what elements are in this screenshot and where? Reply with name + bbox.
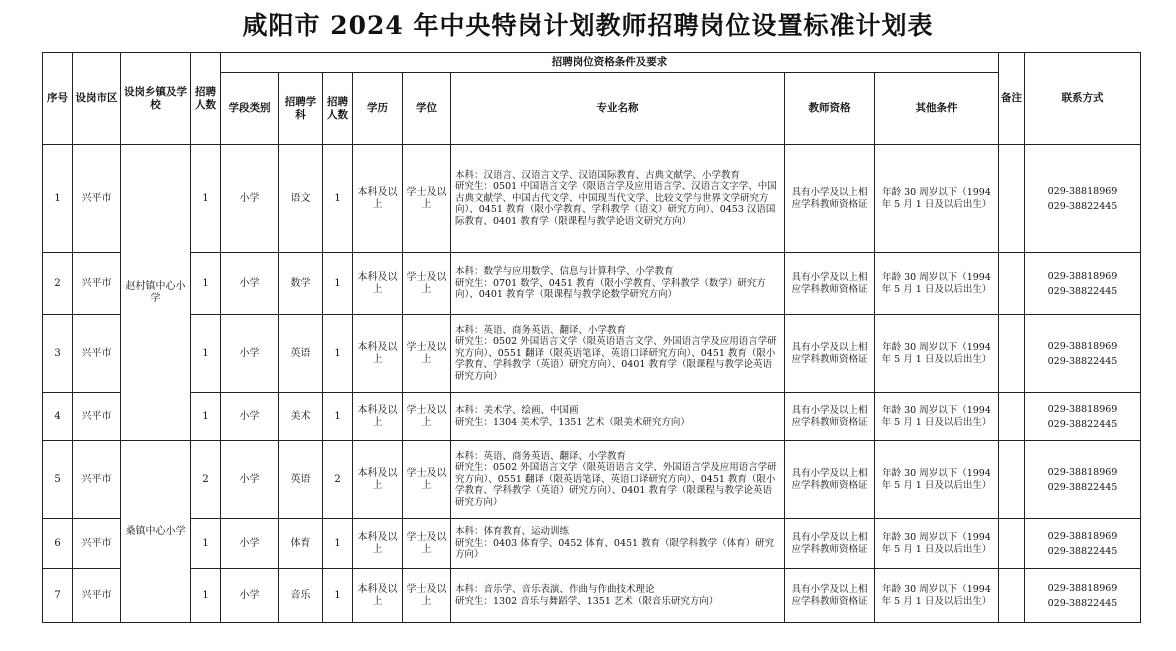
cell-subject: 语文 [279,145,323,253]
cell-degree: 学士及以上 [403,393,451,441]
table-row [43,145,1141,253]
page-title: 咸阳市 2024 年中央特岗计划教师招聘岗位设置标准计划表 [242,11,934,40]
cell-contact [1025,519,1141,569]
header-recruit-total: 招聘人数 [191,53,221,145]
cell-degree: 学士及以上 [403,441,451,519]
major-undergrad: 本科：英语、商务英语、翻译、小学教育 [455,450,627,462]
cell-district: 兴平市 [73,569,121,623]
table-row [43,519,1141,569]
header-other: 其他条件 [875,73,999,145]
phone-1: 029-38818969 [1047,340,1118,352]
cell-degree: 学士及以上 [403,569,451,623]
cell-cert: 具有小学及以上相应学科教师资格证 [785,441,875,519]
phone-1: 029-38818969 [1047,582,1118,594]
header-degree: 学位 [403,73,451,145]
cell-contact [1025,315,1141,393]
header-count: 招聘人数 [323,73,353,145]
cell-education: 本科及以上 [353,393,403,441]
cell-district: 兴平市 [73,519,121,569]
header-contact: 联系方式 [1025,53,1141,145]
cell-subject: 英语 [279,315,323,393]
cell-major [451,441,785,519]
cell-count: 1 [323,145,353,253]
major-undergrad: 本科：美术学、绘画、中国画 [455,405,579,416]
cell-other: 年龄 30 周岁以下（1994 年 5 月 1 日及以后出生） [875,253,999,315]
cell-education: 本科及以上 [353,519,403,569]
cell-other: 年龄 30 周岁以下（1994 年 5 月 1 日及以后出生） [875,315,999,393]
cell-school: 桑镇中心小学 [121,441,191,623]
cell-cert: 具有小学及以上相应学科教师资格证 [785,519,875,569]
cell-count: 1 [323,393,353,441]
header-education: 学历 [353,73,403,145]
cell-subject: 音乐 [279,569,323,623]
cell-total: 1 [191,253,221,315]
major-graduate: 研究生：1302 音乐与舞蹈学、1351 艺术（限音乐研究方向） [455,595,719,607]
cell-contact [1025,441,1141,519]
cell-contact [1025,253,1141,315]
cell-remark [999,441,1025,519]
header-cert: 教师资格 [785,73,875,145]
header-district: 设岗市区 [73,53,121,145]
table-row [43,253,1141,315]
cell-seq: 1 [43,145,73,253]
cell-count: 2 [323,441,353,519]
cell-degree: 学士及以上 [403,315,451,393]
cell-other: 年龄 30 周岁以下（1994 年 5 月 1 日及以后出生） [875,145,999,253]
table-row [43,441,1141,519]
cell-degree: 学士及以上 [403,519,451,569]
cell-total: 1 [191,569,221,623]
cell-other: 年龄 30 周岁以下（1994 年 5 月 1 日及以后出生） [875,393,999,441]
cell-total: 1 [191,315,221,393]
cell-subject: 数学 [279,253,323,315]
recruitment-table [42,52,1141,623]
phone-2: 029-38822445 [1047,418,1118,430]
cell-district: 兴平市 [73,393,121,441]
cell-seq: 7 [43,569,73,623]
cell-cert: 具有小学及以上相应学科教师资格证 [785,145,875,253]
cell-seq: 4 [43,393,73,441]
cell-count: 1 [323,315,353,393]
cell-remark [999,145,1025,253]
cell-stage: 小学 [221,441,279,519]
cell-major [451,145,785,253]
cell-seq: 3 [43,315,73,393]
cell-education: 本科及以上 [353,441,403,519]
cell-district: 兴平市 [73,145,121,253]
cell-major [451,393,785,441]
cell-other: 年龄 30 周岁以下（1994 年 5 月 1 日及以后出生） [875,569,999,623]
table-row [43,569,1141,623]
phone-1: 029-38818969 [1047,466,1118,478]
cell-stage: 小学 [221,569,279,623]
cell-total: 2 [191,441,221,519]
cell-subject: 英语 [279,441,323,519]
cell-major [451,253,785,315]
major-undergrad: 本科：体育教育、运动训练 [455,526,570,538]
cell-degree: 学士及以上 [403,145,451,253]
phone-1: 029-38818969 [1047,530,1118,542]
major-graduate: 研究生：0501 中国语言文学（限语言学及应用语言学、汉语言文字学、中国古典文献学、中国古代文学、中国现当代文学、比较文学与世界文学研究方向）、0451 教育（限小学教育、学科教学（语文）研究方向）、0453 汉语国际教育、0401 教育学（限课程与教学论语文研究方向） [455,181,777,227]
cell-other: 年龄 30 周岁以下（1994 年 5 月 1 日及以后出生） [875,519,999,569]
cell-stage: 小学 [221,315,279,393]
cell-count: 1 [323,519,353,569]
cell-major [451,315,785,393]
cell-subject: 体育 [279,519,323,569]
cell-stage: 小学 [221,253,279,315]
phone-1: 029-38818969 [1047,403,1118,415]
cell-total: 1 [191,145,221,253]
cell-count: 1 [323,569,353,623]
cell-remark [999,253,1025,315]
phone-1: 029-38818969 [1047,270,1118,282]
cell-district: 兴平市 [73,441,121,519]
phone-2: 029-38822445 [1047,200,1118,212]
cell-stage: 小学 [221,519,279,569]
major-graduate: 研究生：0403 体育学、0452 体育、0451 教育（限学科教学（体育）研究方向） [455,537,775,561]
header-stage: 学段类别 [221,73,279,145]
header-remark: 备注 [999,53,1025,145]
cell-contact [1025,145,1141,253]
table-row [43,393,1141,441]
phone-2: 029-38822445 [1047,597,1118,609]
cell-contact [1025,393,1141,441]
cell-major [451,519,785,569]
major-graduate: 研究生：0502 外国语言文学（限英语语言文学、外国语言学及应用语言学研究方向）、0551 翻译（限英语笔译、英语口译研究方向）、0451 教育（限小学教育、学科教学（英语）研究方向）、0401 教育学（限课程与教学论英语研究方向） [455,336,777,382]
cell-school: 赵村镇中心小学 [121,145,191,441]
cell-district: 兴平市 [73,253,121,315]
cell-count: 1 [323,253,353,315]
cell-other: 年龄 30 周岁以下（1994 年 5 月 1 日及以后出生） [875,441,999,519]
major-undergrad: 本科：英语、商务英语、翻译、小学教育 [455,324,627,336]
cell-remark [999,315,1025,393]
phone-2: 029-38822445 [1047,355,1118,367]
cell-remark [999,519,1025,569]
cell-seq: 6 [43,519,73,569]
major-undergrad: 本科：数学与应用数学、信息与计算科学、小学教育 [455,266,674,278]
major-graduate: 研究生：0502 外国语言文学（限英语语言文学、外国语言学及应用语言学研究方向）、0551 翻译（限英语笔译、英语口译研究方向）、0451 教育（限小学教育、学科教学（英语）研究方向）、0401 教育学（限课程与教学论英语研究方向） [455,462,777,508]
cell-seq: 5 [43,441,73,519]
cell-cert: 具有小学及以上相应学科教师资格证 [785,315,875,393]
cell-remark [999,393,1025,441]
cell-subject: 美术 [279,393,323,441]
cell-total: 1 [191,393,221,441]
phone-2: 029-38822445 [1047,481,1118,493]
cell-cert: 具有小学及以上相应学科教师资格证 [785,393,875,441]
header-subject: 招聘学科 [279,73,323,145]
major-undergrad: 本科：音乐学、音乐表演、作曲与作曲技术理论 [455,584,655,595]
phone-2: 029-38822445 [1047,545,1118,557]
cell-stage: 小学 [221,393,279,441]
header-major: 专业名称 [451,73,785,145]
header-school: 设岗乡镇及学校 [121,53,191,145]
cell-stage: 小学 [221,145,279,253]
major-graduate: 研究生：1304 美术学、1351 艺术（限美术研究方向） [455,416,690,428]
major-graduate: 研究生：0701 数学、0451 教育（限小学教育、学科教学（数学）研究方向）、0401 教育学（限课程与教学论数学研究方向） [455,277,766,301]
table-row [43,315,1141,393]
cell-education: 本科及以上 [353,253,403,315]
cell-remark [999,569,1025,623]
cell-education: 本科及以上 [353,315,403,393]
cell-cert: 具有小学及以上相应学科教师资格证 [785,253,875,315]
phone-2: 029-38822445 [1047,285,1118,297]
header-requirements-group: 招聘岗位资格条件及要求 [221,53,999,73]
cell-degree: 学士及以上 [403,253,451,315]
cell-contact [1025,569,1141,623]
phone-1: 029-38818969 [1047,185,1118,197]
cell-education: 本科及以上 [353,569,403,623]
header-seq: 序号 [43,53,73,145]
cell-cert: 具有小学及以上相应学科教师资格证 [785,569,875,623]
cell-education: 本科及以上 [353,145,403,253]
cell-district: 兴平市 [73,315,121,393]
cell-seq: 2 [43,253,73,315]
cell-major [451,569,785,623]
major-undergrad: 本科：汉语言、汉语言文学、汉语国际教育、古典文献学、小学教育 [455,169,741,181]
cell-total: 1 [191,519,221,569]
